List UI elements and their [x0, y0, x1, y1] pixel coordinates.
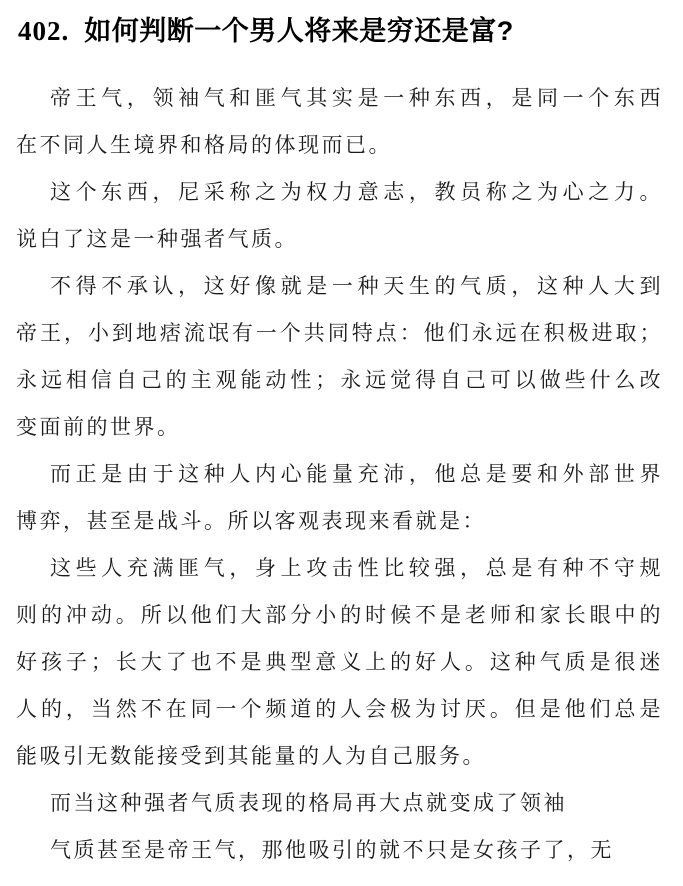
paragraph	[16, 263, 663, 451]
text-line: 而当这种强者气质表现的格局再大点就变成了领袖	[50, 791, 567, 815]
paragraph	[16, 545, 663, 780]
text-line: 人的，当然不在同一个频道的人会极为讨厌。但是他们总是	[16, 697, 663, 721]
paragraph	[16, 169, 663, 263]
text-line: 气质甚至是帝王气，那他吸引的就不只是女孩子了，无	[50, 838, 614, 862]
title-number: 402.	[18, 16, 70, 46]
text-line: 好孩子；长大了也不是典型意义上的好人。这种气质是很迷	[16, 650, 663, 674]
text-line: 帝王，小到地痞流氓有一个共同特点：他们永远在积极进取；	[16, 321, 663, 345]
text-line: 说白了这是一种强者气质。	[16, 227, 298, 251]
text-line: 则的冲动。所以他们大部分小的时候不是老师和家长眼中的	[16, 603, 663, 627]
text-line: 永远相信自己的主观能动性；永远觉得自己可以做些什么改	[16, 368, 663, 392]
paragraph	[16, 780, 663, 874]
text-line: 这些人充满匪气，身上攻击性比较强，总是有种不守规	[50, 556, 663, 580]
text-line: 这个东西，尼采称之为权力意志，教员称之为心之力。	[50, 180, 663, 204]
text-line: 变面前的世界。	[16, 415, 181, 439]
text-line: 帝王气，领袖气和匪气其实是一种东西，是同一个东西	[50, 86, 663, 110]
text-line: 不得不承认，这好像就是一种天生的气质，这种人大到	[50, 274, 663, 298]
paragraph	[16, 451, 663, 545]
body-text	[16, 75, 663, 874]
paragraph	[16, 75, 663, 169]
page-title	[18, 14, 663, 48]
text-line: 在不同人生境界和格局的体现而已。	[16, 133, 392, 157]
title-text: 如何判断一个男人将来是穷还是富?	[84, 16, 514, 46]
text-line: 能吸引无数能接受到其能量的人为自己服务。	[16, 744, 486, 768]
text-line: 而正是由于这种人内心能量充沛，他总是要和外部世界	[50, 462, 663, 486]
text-line: 博弈，甚至是战斗。所以客观表现来看就是：	[16, 509, 486, 533]
